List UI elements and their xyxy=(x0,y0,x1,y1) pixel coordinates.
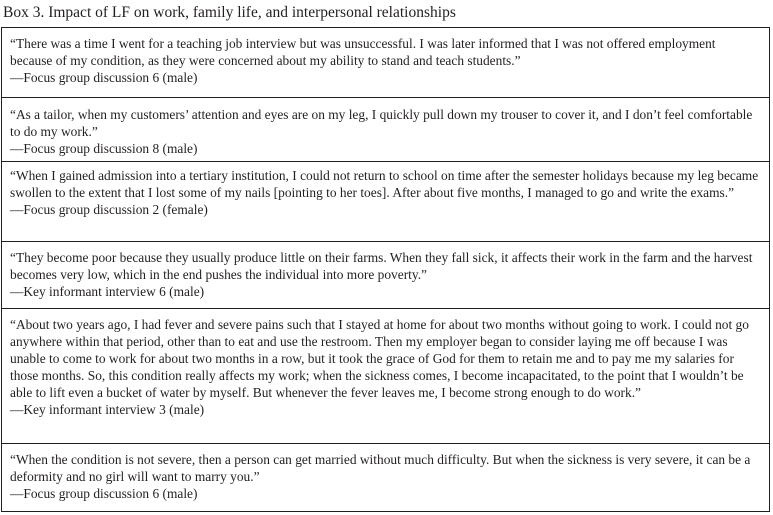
quote-2 xyxy=(10,106,759,157)
quote-source: —Key informant interview 3 (male) xyxy=(10,402,205,417)
divider xyxy=(2,443,769,444)
quote-3 xyxy=(10,167,759,218)
quote-source: —Focus group discussion 2 (female) xyxy=(10,202,208,217)
quote-source: —Focus group discussion 6 (male) xyxy=(10,486,198,501)
quote-text: “There was a time I went for a teaching job interview but was unsuccessful. I was later informed that I was not offered employment because of my condition, as they were concerned about my ability to stand and teach students.” xyxy=(10,36,716,68)
box-title: Box 3. Impact of LF on work, family life, and interpersonal relationships xyxy=(3,4,456,21)
quote-text: “When the condition is not severe, then a person can get married without much difficulty. But when the sickness is very severe, it can be a deformity and no girl will want to marry you.” xyxy=(10,452,751,484)
quotes-box xyxy=(1,27,770,512)
quote-source: —Focus group discussion 8 (male) xyxy=(10,141,198,156)
divider xyxy=(2,308,769,309)
quote-source: —Key informant interview 6 (male) xyxy=(10,284,205,299)
quote-6 xyxy=(10,451,759,502)
quote-5 xyxy=(10,316,759,418)
quote-1 xyxy=(10,35,759,86)
quote-4 xyxy=(10,249,759,300)
quote-source: —Focus group discussion 6 (male) xyxy=(10,70,198,85)
divider xyxy=(2,241,769,242)
divider xyxy=(2,97,769,98)
quote-text: “As a tailor, when my customers’ attention and eyes are on my leg, I quickly pull down my trouser to cover it, and I don’t feel comfortable to do my work.” xyxy=(10,107,753,139)
quote-text: “They become poor because they usually produce little on their farms. When they fall sick, it affects their work in the farm and the harvest becomes very low, which in the end pushes the individual into more poverty.” xyxy=(10,250,753,282)
quote-text: “When I gained admission into a tertiary institution, I could not return to school on time after the semester holidays because my leg became swollen to the extent that I lost some of my nails [pointing to her toes]. After about five months, I managed to go and write the exams.” xyxy=(10,168,759,200)
quote-text: “About two years ago, I had fever and severe pains such that I stayed at home for about two months without going to work. I could not go anywhere within that period, other than to eat and use the restroom. Then my employer began to consider laying me off because I was unable to come to work for about two months in a row, but it took the grace of God for them to retain me and to pay me my salaries for those months. So, this condition really affects my work; when the sickness comes, I become incapacitated, to the point that I wouldn’t be able to lift even a bucket of water by myself. But whenever the fever leaves me, I become strong enough to do work.” xyxy=(10,317,749,400)
divider xyxy=(2,161,769,162)
